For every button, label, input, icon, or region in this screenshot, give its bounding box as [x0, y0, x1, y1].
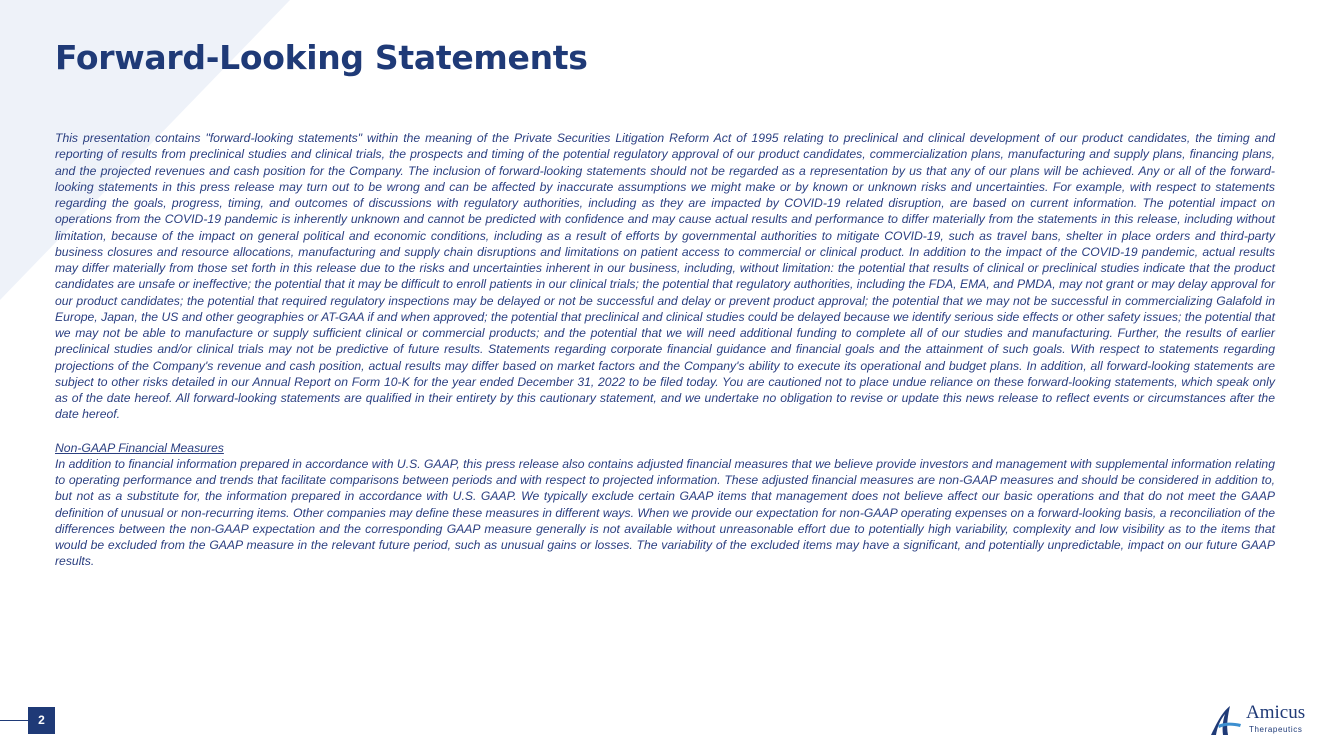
logo-name: Amicus — [1246, 702, 1306, 723]
page-title: Forward-Looking Statements — [55, 38, 588, 77]
non-gaap-heading: Non-GAAP Financial Measures — [55, 440, 224, 455]
non-gaap-paragraph: In addition to financial information prepared in accordance with U.S. GAAP, this press release also contains adjusted financial measures that we believe provide investors and management with supplemental information relating to operating performance and trends that facilitate comparisons between periods and with respect to projected information. These adjusted financial measures are non-GAAP measures and should be considered in addition to, but not as a substitute for, the information prepared in accordance with U.S. GAAP. We typically exclude certain GAAP items that management does not believe affect our basic operations and that do not meet the GAAP definition of unusual or non-recurring items. Other companies may define these measures in different ways. When we provide our expectation for non-GAAP operating expenses on a forward-looking basis, a reconciliation of the differences between the non-GAAP expectation and the corresponding GAAP measure generally is not available without unreasonable effort due to potentially high variability, complexity and low visibility as to the items that would be excluded from the GAAP measure in the relevant future period, such as unusual gains or losses. The variability of the excluded items may have a significant, and potentially unpredictable, impact on our future GAAP results. — [55, 456, 1275, 569]
amicus-logo-mark-icon — [1208, 703, 1244, 737]
page-number-rule — [0, 720, 28, 721]
disclaimer-body — [55, 130, 1275, 570]
amicus-logo — [1208, 701, 1323, 739]
forward-looking-paragraph: This presentation contains "forward-looking statements" within the meaning of the Private Securities Litigation Reform Act of 1995 relating to preclinical and clinical development of our product candidates, the timing and reporting of results from preclinical studies and clinical trials, the prospects and timing of the potential regulatory approval of our product candidates, commercialization plans, manufacturing and supply plans, financing plans, and the projected revenues and cash position for the Company. The inclusion of forward-looking statements should not be regarded as a representation by us that any of our plans will be achieved. Any or all of the forward-looking statements in this press release may turn out to be wrong and can be affected by inaccurate assumptions we might make or by known or unknown risks and uncertainties. For example, with respect to statements regarding the goals, progress, timing, and outcomes of discussions with regulatory authorities, including as they are impacted by COVID-19 related disruption, are based on current information. The potential impact on operations from the COVID-19 pandemic is inherently unknown and cannot be predicted with confidence and may cause actual results and performance to differ materially from the statements in this release, including without limitation, because of the impact on general political and economic conditions, including as a result of efforts by governmental authorities to mitigate COVID-19, such as travel bans, shelter in place orders and third-party business closures and resource allocations, manufacturing and supply chain disruptions and limitations on patient access to commercial or clinical product. In addition to the impact of the COVID-19 pandemic, actual results may differ materially from those set forth in this release due to the risks and uncertainties inherent in our business, including, without limitation: the potential that results of clinical or preclinical studies indicate that the product candidates are unsafe or ineffective; the potential that it may be difficult to enroll patients in our clinical trials; the potential that regulatory authorities, including the FDA, EMA, and PMDA, may not grant or may delay approval for our product candidates; the potential that required regulatory inspections may be delayed or not be successful and delay or prevent product approval; the potential that we may not be successful in commercializing Galafold in Europe, Japan, the US and other geographies or AT-GAA if and when approved; the potential that preclinical and clinical studies could be delayed because we identify serious side effects or other safety issues; the potential that we may not be able to manufacture or supply sufficient clinical or commercial products; and the potential that we will need additional funding to complete all of our studies and manufacturing. Further, the results of earlier preclinical studies and/or clinical trials may not be predictive of future results. Statements regarding corporate financial guidance and financial goals and the attainment of such goals. With respect to statements regarding projections of the Company's revenue and cash position, actual results may differ based on market factors and the Company's ability to execute its operational and budget plans. In addition, all forward-looking statements are subject to other risks detailed in our Annual Report on Form 10-K for the year ended December 31, 2022 to be filed today. You are cautioned not to place undue reliance on these forward-looking statements, which speak only as of the date hereof. All forward-looking statements are qualified in their entirety by this cautionary statement, and we undertake no obligation to revise or update this news release to reflect events or circumstances after the date hereof. — [55, 131, 1275, 422]
page-number: 2 — [28, 707, 55, 734]
logo-subtitle: Therapeutics — [1249, 725, 1303, 734]
